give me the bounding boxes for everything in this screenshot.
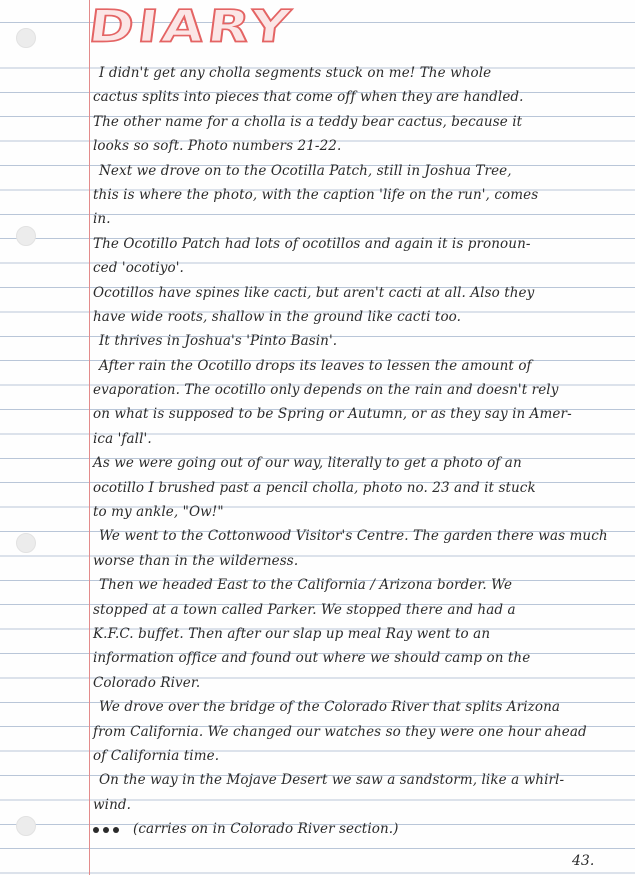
entry-line: worse than in the wilderness.: [93, 552, 299, 569]
entry-line: have wide roots, shallow in the ground like cacti too.: [93, 308, 462, 325]
punch-hole: [16, 816, 36, 836]
entry-line: Colorado River.: [93, 674, 201, 691]
margin-line: [89, 0, 90, 875]
page-number: 43.: [572, 853, 595, 869]
entry-line: in.: [93, 211, 111, 228]
entry-line: this is where the photo, with the caption 'life on the run', comes: [93, 186, 539, 203]
punch-holes: [16, 0, 36, 875]
entry-line: on what is supposed to be Spring or Autumn, or as they say in Amer-: [93, 406, 572, 423]
entry-line: I didn't get any cholla segments stuck on me! The whole: [99, 65, 492, 81]
entry-line: Then we headed East to the California / Arizona border. We: [99, 577, 513, 594]
entry-line: After rain the Ocotillo drops its leaves to lessen the amount of: [99, 357, 532, 374]
entry-line: from California. We changed our watches so they were one hour ahead: [93, 723, 587, 740]
diary-entry: [93, 61, 625, 842]
diary-title: DIARY: [85, 0, 297, 53]
entry-line: evaporation. The ocotillo only depends on the rain and doesn't rely: [93, 382, 559, 399]
entry-line: ced 'ocotiyo'.: [93, 260, 184, 277]
entry-line: We drove over the bridge of the Colorado River that splits Arizona: [99, 699, 561, 716]
entry-line: looks so soft. Photo numbers 21-22.: [93, 138, 342, 155]
entry-line: It thrives in Joshua's 'Pinto Basin'.: [99, 333, 338, 350]
entry-line: cactus splits into pieces that come off when they are handled.: [93, 89, 524, 106]
entry-line: to my ankle, "Ow!": [93, 504, 224, 521]
entry-line: We went to the Cottonwood Visitor's Centre. The garden there was much: [99, 528, 608, 545]
entry-line: As we were going out of our way, literally to get a photo of an: [93, 455, 522, 472]
entry-line: stopped at a town called Parker. We stopped there and had a: [93, 601, 516, 618]
entry-line: ocotillo I brushed past a pencil cholla, photo no. 23 and it stuck: [93, 479, 536, 496]
entry-line: (carries on in Colorado River section.): [93, 817, 625, 841]
entry-line: Next we drove on to the Ocotilla Patch, still in Joshua Tree,: [99, 162, 512, 179]
entry-line: K.F.C. buffet. Then after our slap up meal Ray went to an: [93, 625, 491, 642]
entry-line: wind.: [93, 796, 132, 813]
entry-line: The other name for a cholla is a teddy bear cactus, because it: [93, 113, 523, 130]
entry-line: of California time.: [93, 747, 220, 764]
punch-hole: [16, 226, 36, 246]
entry-line: Ocotillos have spines like cacti, but aren't cacti at all. Also they: [93, 284, 535, 301]
punch-hole: [16, 28, 36, 48]
entry-line: The Ocotillo Patch had lots of ocotillos and again it is pronoun-: [93, 235, 531, 252]
entry-line: information office and found out where we should camp on the: [93, 650, 531, 667]
ellipsis-dots: [93, 817, 123, 841]
punch-hole: [16, 533, 36, 553]
entry-line: On the way in the Mojave Desert we saw a sandstorm, like a whirl-: [99, 772, 565, 789]
entry-line: ica 'fall'.: [93, 430, 152, 447]
